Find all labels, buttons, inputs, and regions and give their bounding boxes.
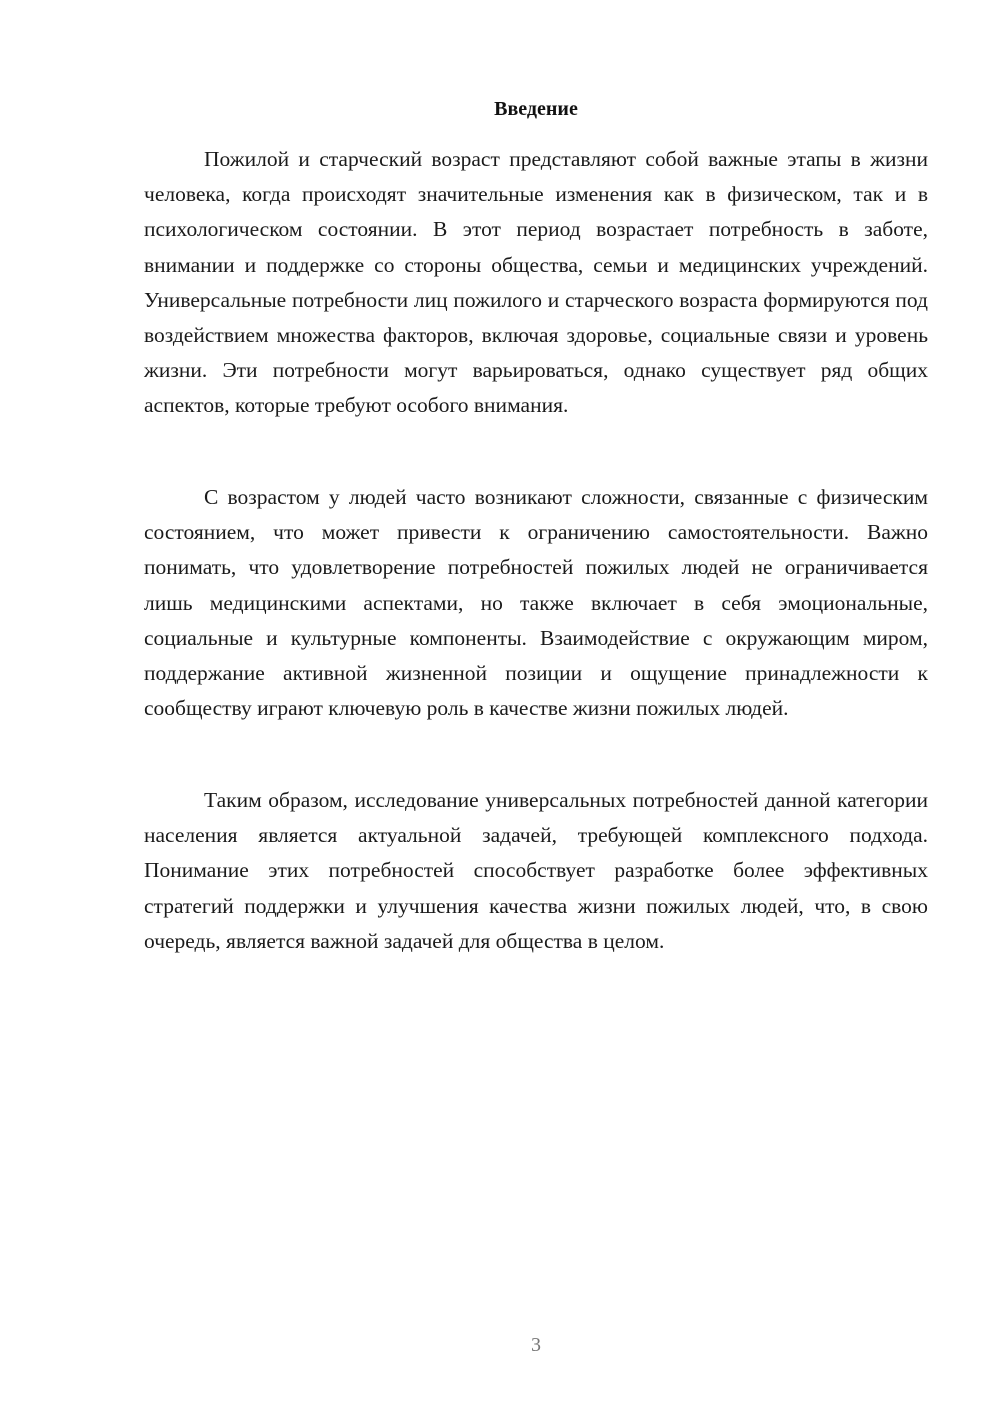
paragraph-2: С возрастом у людей часто возникают сложности, связанные с физическим состоянием, что может привести к ограничению самостоятельности. Важно понимать, что удовлетворение потребностей пожилых людей не ограничивается лишь медицинскими аспектами, но также включает в себя эмоциональные, социальные и культурные компоненты. Взаимодействие с окружающим миром, поддержание активной жизненной позиции и ощущение принадлежности к сообществу играют ключевую роль в качестве жизни пожилых людей.: [144, 485, 928, 721]
paragraph-1-block: [144, 142, 928, 424]
paragraph-2-block: [144, 480, 928, 726]
section-heading: Введение: [494, 98, 578, 120]
paragraph-3: Таким образом, исследование универсальных потребностей данной категории населения является актуальной задачей, требующей комплексного подхода. Понимание этих потребностей способствует разработке более эффективных стратегий поддержки и улучшения качества жизни пожилых людей, что, в свою очередь, является важной задачей для общества в целом.: [144, 788, 928, 953]
paragraph-3-block: [144, 783, 928, 959]
page-number: 3: [531, 1334, 541, 1356]
paragraph-1: Пожилой и старческий возраст представляют собой важные этапы в жизни человека, когда происходят значительные изменения как в физическом, так и в психологическом состоянии. В этот период возрастает потребность в заботе, внимании и поддержке со стороны общества, семьи и медицинских учреждений. Универсальные потребности лиц пожилого и старческого возраста формируются под воздействием множества факторов, включая здоровье, социальные связи и уровень жизни. Эти потребности могут варьироваться, однако существует ряд общих аспектов, которые требуют особого внимания.: [144, 147, 928, 418]
